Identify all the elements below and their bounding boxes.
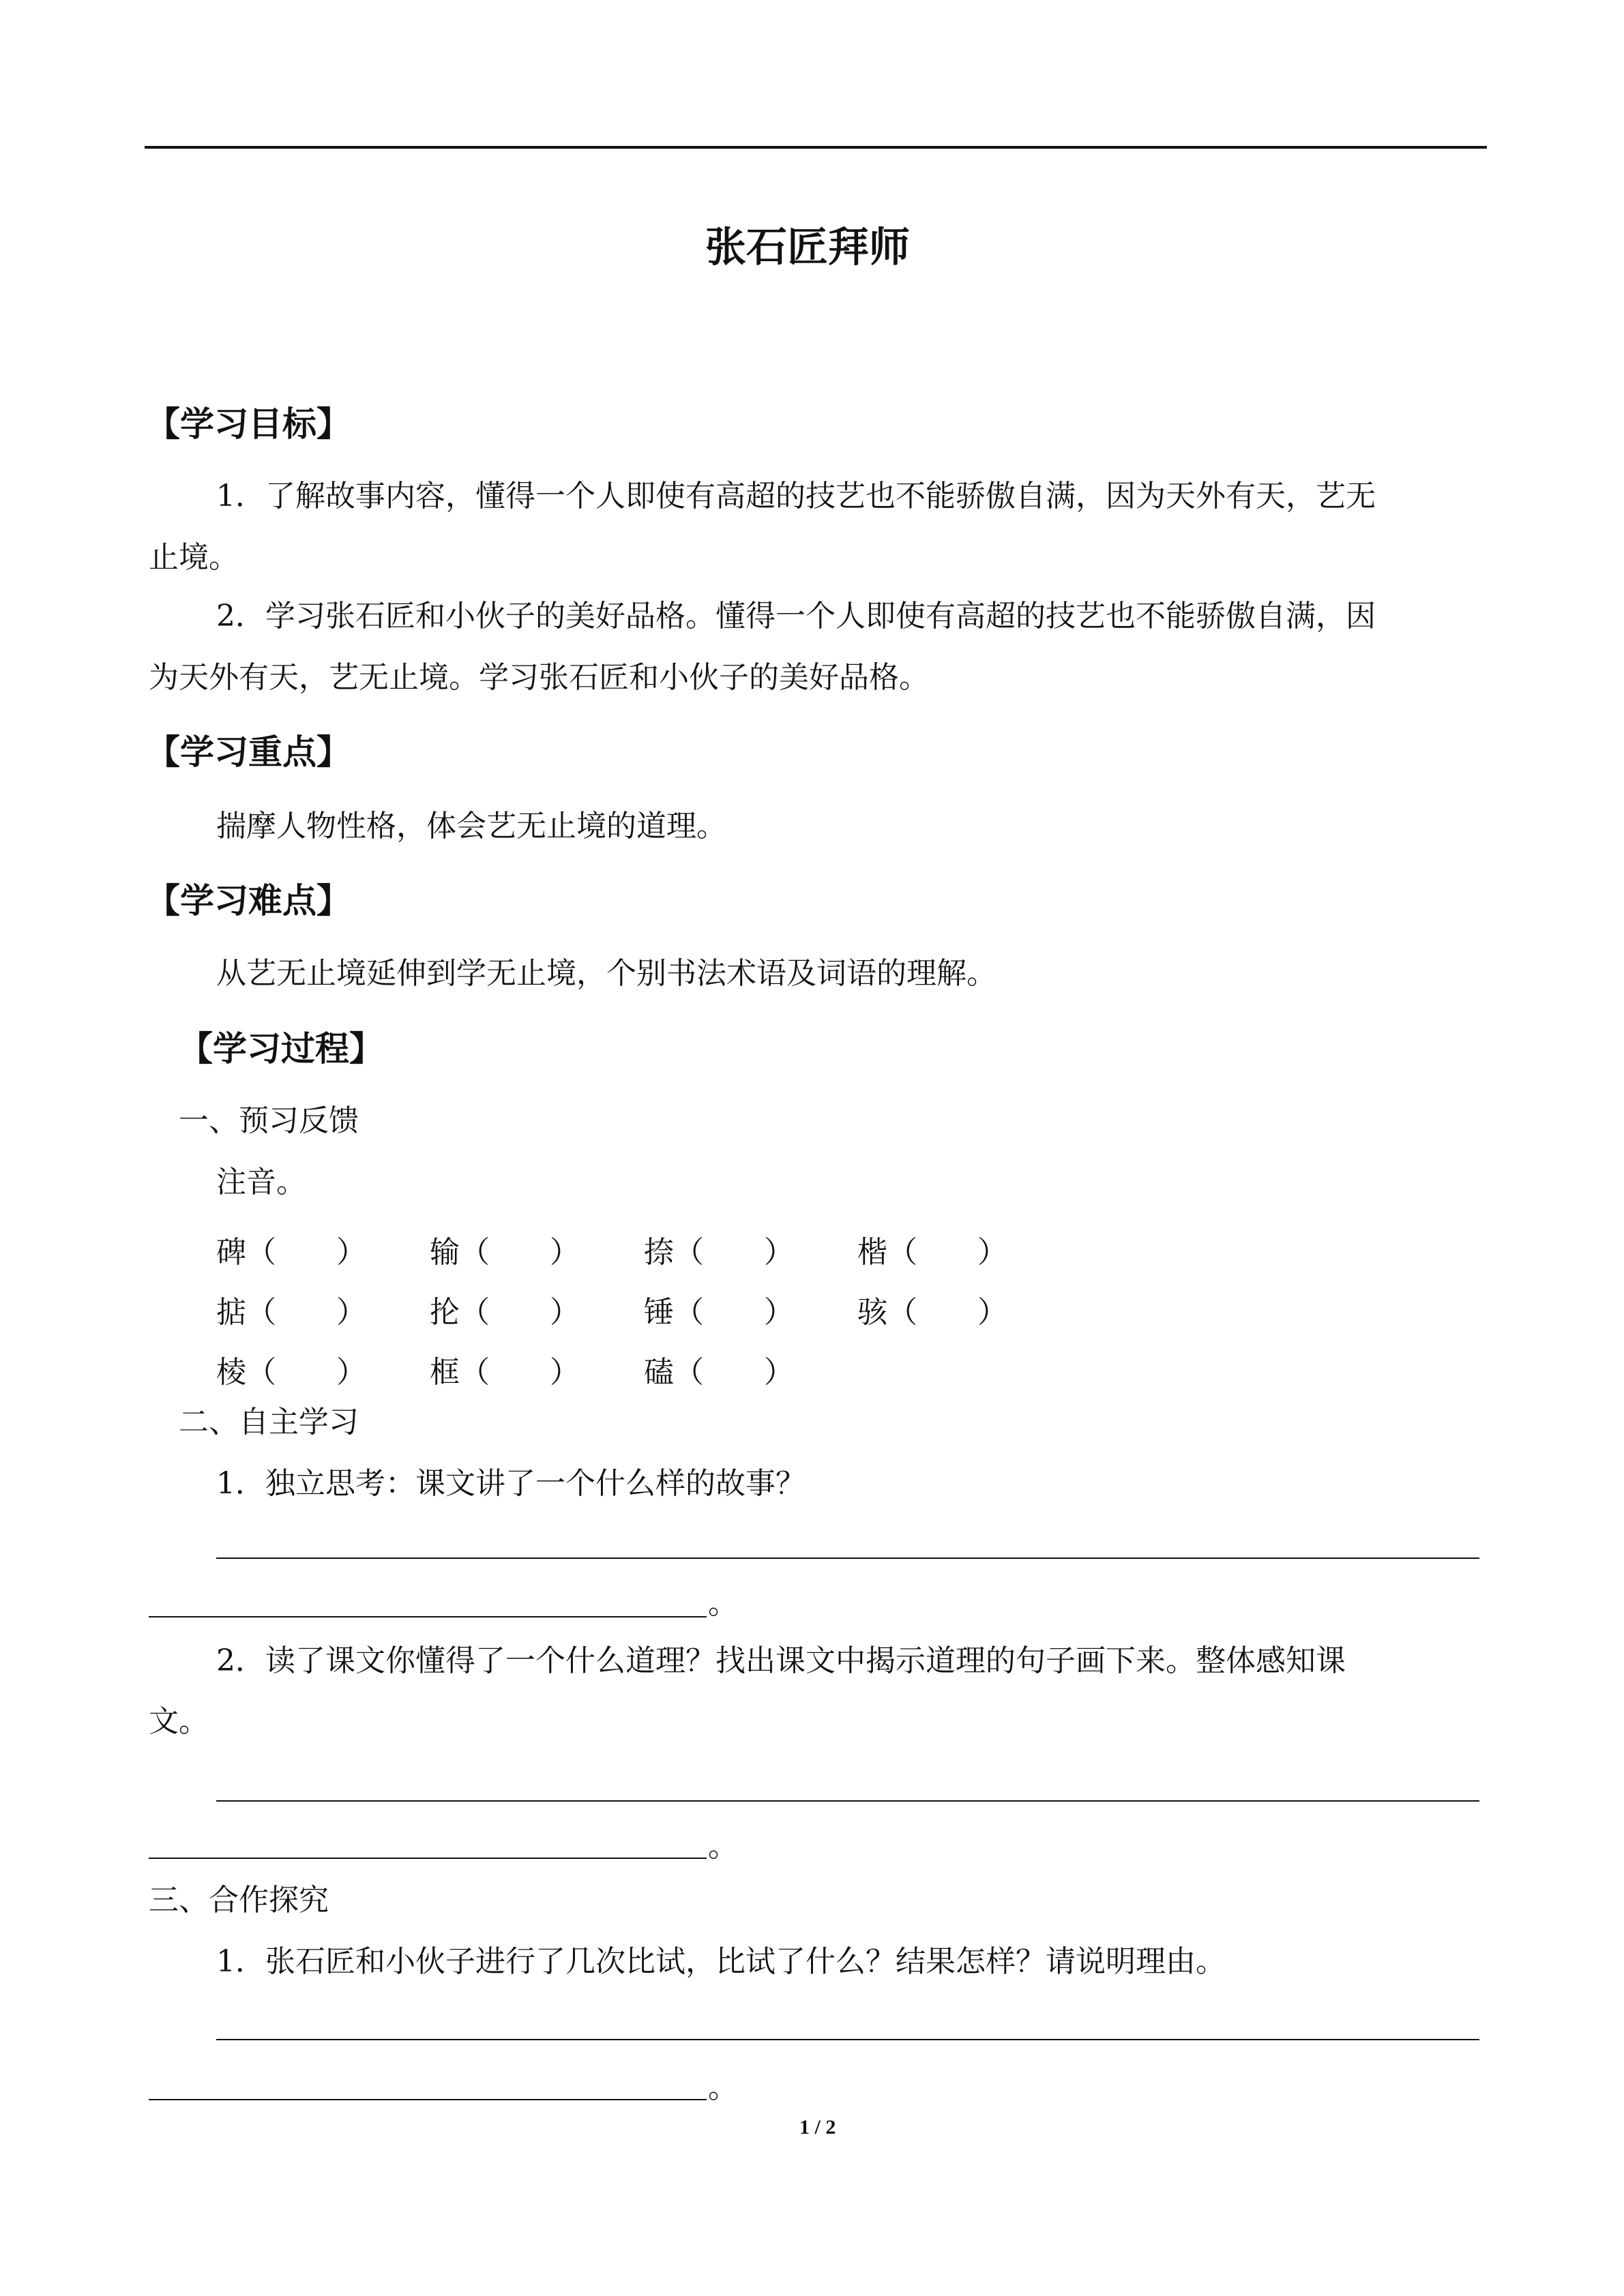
section-heading-difficulty: 【学习难点】	[146, 881, 351, 921]
answer-period-q3: 。	[708, 2070, 738, 2105]
answer-line-q3-a[interactable]	[216, 2039, 1479, 2040]
pinyin-item-chui: 锤（ ）	[644, 1295, 794, 1330]
header-rule	[145, 146, 1487, 149]
difficulty-text: 从艺无止境延伸到学无止境，个别书法术语及词语的理解。	[216, 956, 996, 991]
self-study-q2-line-2: 文。	[149, 1704, 209, 1739]
focus-text: 揣摩人物性格，体会艺无止境的道理。	[216, 809, 726, 844]
goal-1-line-2: 止境。	[149, 540, 239, 575]
pinyin-item-na: 捺（ ）	[644, 1235, 794, 1270]
page-title: 张石匠拜师	[705, 224, 910, 271]
goal-2-line-1: 2．学习张石匠和小伙子的美好品格。懂得一个人即使有高超的技艺也不能骄傲自满，因	[216, 599, 1376, 633]
answer-line-q2-a[interactable]	[216, 1800, 1479, 1802]
section-heading-process: 【学习过程】	[179, 1029, 383, 1069]
page-number: 1 / 2	[799, 2116, 836, 2138]
answer-line-q1-a[interactable]	[216, 1557, 1479, 1559]
pinyin-item-kuang: 框（ ）	[430, 1355, 580, 1390]
answer-period-q2: 。	[708, 1829, 738, 1864]
pinyin-item-kai: 楷（ ）	[857, 1235, 1007, 1270]
answer-line-q3-b[interactable]	[149, 2099, 707, 2100]
cooperation-q1: 1．张石匠和小伙子进行了几次比试，比试了什么？结果怎样？请说明理由。	[216, 1944, 1226, 1979]
self-study-q2-line-1: 2．读了课文你懂得了一个什么道理？找出课文中揭示道理的句子画下来。整体感知课	[216, 1643, 1346, 1678]
pinyin-item-shu: 输（ ）	[430, 1235, 580, 1270]
self-study-q1: 1．独立思考：课文讲了一个什么样的故事？	[216, 1466, 806, 1501]
self-study-heading: 二、自主学习	[179, 1405, 359, 1440]
pinyin-item-bei: 碑（ ）	[216, 1235, 366, 1270]
cooperation-heading: 三、合作探究	[149, 1883, 329, 1918]
section-heading-focus: 【学习重点】	[146, 732, 351, 772]
pinyin-item-lun: 抡（ ）	[430, 1295, 580, 1330]
answer-period-q1: 。	[708, 1586, 738, 1621]
pinyin-item-dian: 掂（ ）	[216, 1295, 366, 1330]
preview-heading: 一、预习反馈	[179, 1103, 359, 1138]
goal-2-line-2: 为天外有天，艺无止境。学习张石匠和小伙子的美好品格。	[149, 660, 929, 695]
answer-line-q2-b[interactable]	[149, 1858, 707, 1859]
answer-line-q1-b[interactable]	[149, 1616, 707, 1617]
pinyin-item-hai: 骇（ ）	[857, 1295, 1007, 1330]
section-heading-goals: 【学习目标】	[146, 404, 351, 444]
goal-1-line-1: 1．了解故事内容，懂得一个人即使有高超的技艺也不能骄傲自满，因为天外有天，艺无	[216, 479, 1376, 513]
pinyin-item-ke: 磕（ ）	[644, 1355, 794, 1390]
preview-instruction: 注音。	[216, 1165, 306, 1199]
pinyin-item-leng: 棱（ ）	[216, 1355, 366, 1390]
